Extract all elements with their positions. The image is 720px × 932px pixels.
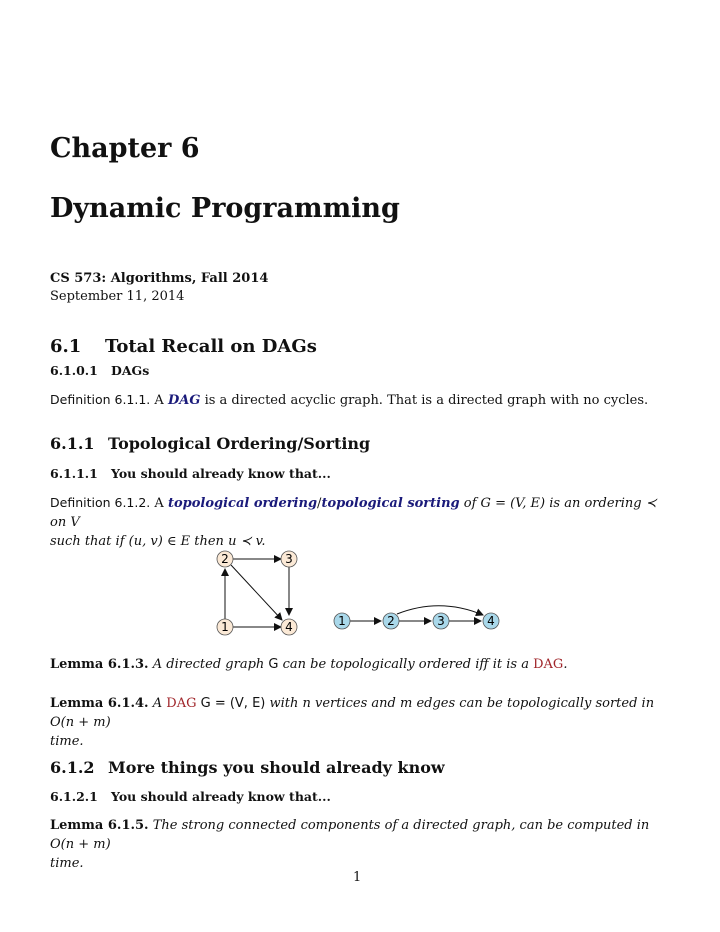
node-label: 1 [338,614,346,628]
lemma-text: A directed graph [152,657,265,672]
definition-6-1-1 [50,390,670,410]
section-6-1-heading [50,336,317,357]
period: . [563,657,568,672]
slash: / [317,496,322,511]
node-label: 2 [221,552,229,566]
subsubsection-number: 6.1.0.1 [50,363,98,378]
graph-node [217,551,233,567]
lemma-text-2: can be topologically ordered iff it is a [282,657,529,672]
node-label: 3 [437,614,445,628]
node-label: 2 [387,614,395,628]
chapter-title: Dynamic Programming [50,193,400,224]
lemma-label: Lemma 6.1.5. [50,818,149,833]
text: A [154,496,164,511]
definition-label: Definition 6.1.2. [50,495,151,510]
lemma-text-2: time. [50,856,84,871]
lemma-text: The strong connected components of a directed graph, can be computed in O(n + m) [50,818,650,852]
subsection-number: 6.1.1 [50,434,95,453]
lemma-text: with n vertices and m edges can be topologically sorted in O(n + m) [50,696,655,730]
definition-text: of G = (V, E) is an ordering ≺ on V [50,496,657,530]
definition-6-1-2 [50,493,670,551]
section-title: Total Recall on DAGs [105,336,317,357]
text: A [152,696,163,711]
lemma-6-1-3 [50,655,670,674]
subsubsection-6-1-1-1-heading [50,466,331,481]
graph-node [483,613,499,629]
subsubsection-title: You should already know that... [111,789,331,804]
node-label: 4 [487,614,495,628]
graph-node [383,613,399,629]
subsubsection-6-1-0-1-heading [50,363,149,378]
course-line: CS 573: Algorithms, Fall 2014 [50,271,269,286]
subsection-number: 6.1.2 [50,758,95,777]
definition-label: Definition 6.1.1. [50,392,151,407]
text: A [154,393,164,408]
subsubsection-title: You should already know that... [111,466,331,481]
subsubsection-title: DAGs [111,363,150,378]
node-label: 4 [285,620,293,634]
subsubsection-6-1-2-1-heading [50,789,331,804]
graph-node [334,613,350,629]
subsubsection-number: 6.1.2.1 [50,789,98,804]
date-line: September 11, 2014 [50,289,185,304]
page-number: 1 [353,870,362,885]
graph-node [281,619,297,635]
lemma-label: Lemma 6.1.4. [50,696,149,711]
graph-node [433,613,449,629]
dag-ref: DAG [533,657,564,672]
subsection-title: More things you should already know [108,758,445,777]
dag-ref: DAG [166,696,197,711]
graph-figure [200,545,520,645]
graph-node [281,551,297,567]
subsubsection-number: 6.1.1.1 [50,466,98,481]
term-dag: DAG [167,393,201,408]
chapter-heading: Chapter 6 [50,133,200,164]
subsection-title: Topological Ordering/Sorting [108,434,371,453]
subsection-6-1-2-heading [50,758,445,777]
section-number: 6.1 [50,336,82,357]
edge-2-4 [231,565,282,620]
lemma-text-2: time. [50,734,84,749]
definition-text-2: such that if (u, v) ∈ E then u ≺ v. [50,534,266,549]
graph-symbol: G [268,657,279,672]
graph-node [217,619,233,635]
node-label: 3 [285,552,293,566]
term-topological-sorting: topological sorting [321,496,460,511]
lemma-6-1-5 [50,816,670,873]
lemma-6-1-4 [50,694,670,751]
subsection-6-1-1-heading [50,434,370,453]
lemma-label: Lemma 6.1.3. [50,657,149,672]
term-topological-ordering: topological ordering [167,496,318,511]
node-label: 1 [221,620,229,634]
definition-text: is a directed acyclic graph. That is a directed graph with no cycles. [204,393,649,408]
graph-symbol: G = (V, E) [200,696,266,711]
